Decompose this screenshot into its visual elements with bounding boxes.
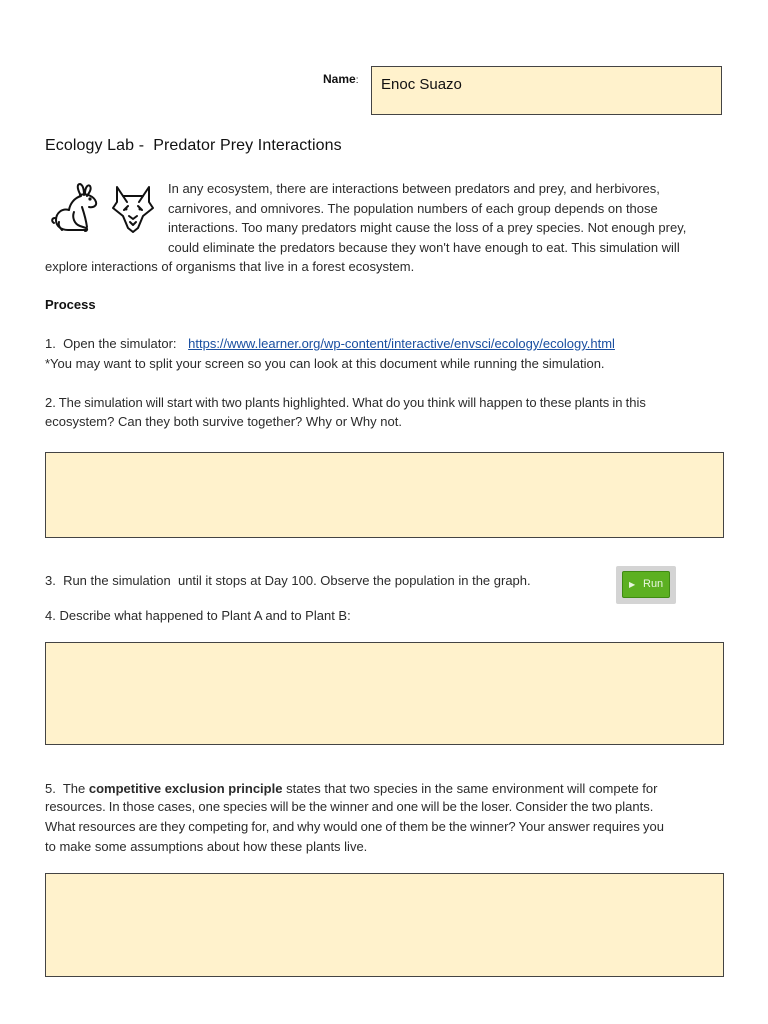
simulator-link[interactable]: https://www.learner.org/wp-content/interactive/envsci/ecology/ecology.html [188,336,615,351]
run-button[interactable] [622,571,670,598]
play-icon: ▶ [629,580,636,589]
step-5-rest: states that two species in the same environment will compete for [282,781,658,796]
intro-line-4: could eliminate the predators because they won't have enough to eat. This simulation will [168,240,680,255]
step-4: 4. Describe what happened to Plant A and to Plant B: [45,608,351,623]
rabbit-icon [50,182,106,234]
step-5-line-1 [45,779,657,799]
step-5-prefix: 5. The [45,781,89,796]
process-heading: Process [45,297,96,312]
answer-box-3[interactable] [45,873,724,977]
step-1-text: 1. Open the simulator: [45,336,177,351]
step-1-note: *You may want to split your screen so you can look at this document while running the simulation. [45,356,605,371]
step-3: 3. Run the simulation until it stops at Day 100. Observe the population in the graph. [45,573,531,588]
answer-box-1[interactable] [45,452,724,538]
intro-line-1: In any ecosystem, there are interactions between predators and prey, and herbivores, [168,181,660,196]
name-value: Enoc Suazo [381,76,462,93]
intro-line-5: explore interactions of organisms that live in a forest ecosystem. [45,259,415,274]
answer-box-2[interactable] [45,642,724,745]
name-label-text: Name [323,72,356,86]
page-title: Ecology Lab - Predator Prey Interactions [45,137,342,154]
name-field[interactable] [371,66,722,115]
wolf-icon [111,184,155,234]
step-1 [45,334,615,354]
intro-line-3: interactions. Too many predators might cause the loss of a prey species. Not enough prey, [168,220,687,235]
run-button-frame [616,566,676,604]
run-label: Run [643,578,664,590]
step-5-line-3: What resources are they competing for, and why would one of them be the winner? Your answer requires you [45,819,664,834]
step-5-bold-term: competitive exclusion principle [88,781,283,796]
step-2-line-1: 2. The simulation will start with two plants highlighted. What do you think will happen to these plants in this [45,395,646,410]
intro-line-2: carnivores, and omnivores. The population numbers of each group depends on those [168,201,658,216]
name-label-colon: : [355,75,359,86]
step-2-line-2: ecosystem? Can they both survive together? Why or Why not. [45,414,402,429]
step-5-line-4: to make some assumptions about how these plants live. [45,839,368,854]
name-label [323,72,358,86]
step-5-line-2: resources. In those cases, one species will be the winner and one will be the loser. Consider the two plants. [45,799,654,814]
